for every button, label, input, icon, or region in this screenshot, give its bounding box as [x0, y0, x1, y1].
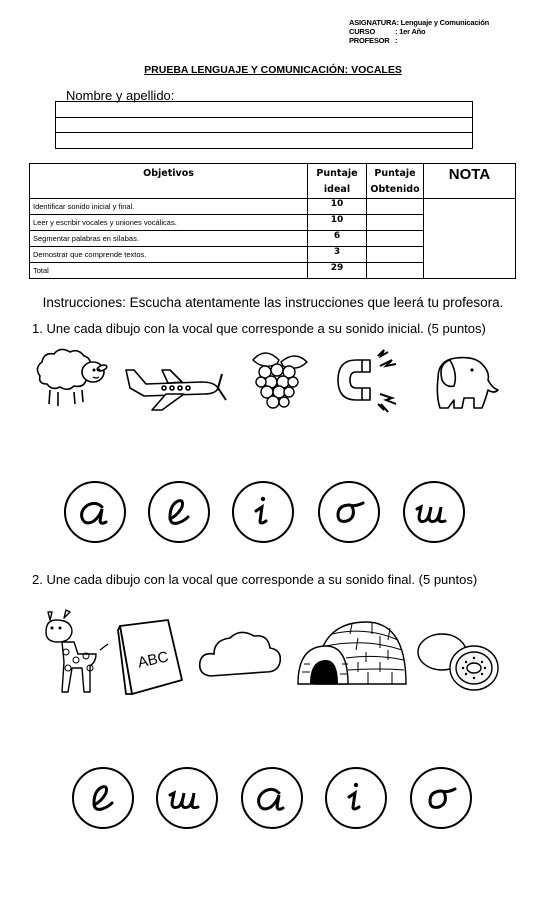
vowel-circle-a[interactable]	[241, 767, 303, 829]
cursive-i-letter	[234, 483, 292, 541]
subject-header	[349, 18, 489, 45]
cursive-o-letter	[412, 769, 470, 827]
cloud-icon[interactable]	[196, 624, 286, 684]
book-cover-text: ABC	[136, 648, 171, 672]
cursive-a-letter	[66, 483, 124, 541]
cursive-i-letter	[327, 769, 385, 827]
ideal-score-cell: 10	[308, 215, 367, 231]
cursive-e-letter	[150, 483, 208, 541]
grade-header: NOTA	[424, 164, 516, 199]
vowel-circle-a[interactable]	[64, 481, 126, 543]
cursive-u-letter	[158, 769, 216, 827]
cursive-a-letter	[243, 769, 301, 827]
objective-cell: Segmentar palabras en sílabas.	[30, 231, 308, 247]
igloo-icon[interactable]	[296, 612, 408, 692]
objectives-header: Objetivos	[30, 164, 308, 199]
name-field[interactable]	[55, 101, 473, 149]
obtained-score-header: Puntaje Obtenido	[367, 164, 424, 199]
table-header-row	[30, 164, 516, 199]
objective-cell: Identificar sonido inicial y final.	[30, 199, 308, 215]
name-label: Nombre y apellido:	[66, 88, 175, 103]
airplane-icon[interactable]	[122, 352, 228, 412]
teacher-line: PROFESOR :	[349, 36, 398, 45]
question-1-text: 1. Une cada dibujo con la vocal que corresponde a su sonido inicial. (5 puntos)	[32, 321, 486, 336]
objective-cell: Total	[30, 263, 308, 279]
course-line: CURSO : 1er Año	[349, 27, 426, 36]
ideal-score-cell: 3	[308, 247, 367, 263]
obtained-score-cell[interactable]	[367, 263, 424, 279]
instructions-text: Instrucciones: Escucha atentamente las instrucciones que leerá tu profesora.	[42, 295, 504, 310]
objectives-table	[29, 163, 516, 279]
objective-cell: Leer y escribir vocales y uniones vocálicas.	[30, 215, 308, 231]
book-icon[interactable]	[116, 618, 186, 696]
page-title: PRUEBA LENGUAJE Y COMUNICACIÓN: VOCALES	[144, 64, 402, 76]
vowel-circle-e[interactable]	[148, 481, 210, 543]
sheep-icon[interactable]	[30, 346, 110, 408]
obtained-score-cell[interactable]	[367, 231, 424, 247]
obtained-score-cell[interactable]	[367, 199, 424, 215]
ideal-score-header: Puntaje ideal	[308, 164, 367, 199]
grade-cell[interactable]	[424, 199, 516, 279]
name-line	[56, 117, 472, 118]
name-line	[56, 132, 472, 133]
question-2-text: 2. Une cada dibujo con la vocal que corresponde a su sonido final. (5 puntos)	[32, 572, 478, 587]
vowel-circle-e[interactable]	[72, 767, 134, 829]
vowel-circle-o[interactable]	[318, 481, 380, 543]
ideal-score-cell: 10	[308, 199, 367, 215]
vowel-circle-i[interactable]	[325, 767, 387, 829]
cursive-u-letter	[405, 483, 463, 541]
ideal-score-cell: 29	[308, 263, 367, 279]
vowel-circle-u[interactable]	[403, 481, 465, 543]
cursive-o-letter	[320, 483, 378, 541]
ideal-score-cell: 6	[308, 231, 367, 247]
vowel-circle-u[interactable]	[156, 767, 218, 829]
vowel-circle-o[interactable]	[410, 767, 472, 829]
elephant-icon[interactable]	[428, 348, 502, 412]
obtained-score-cell[interactable]	[367, 215, 424, 231]
grapes-icon[interactable]	[247, 348, 313, 410]
table-row	[30, 199, 516, 215]
cursive-e-letter	[74, 769, 132, 827]
subject-line: ASIGNATURA: Lenguaje y Comunicación	[349, 18, 489, 27]
vowel-circle-i[interactable]	[232, 481, 294, 543]
giraffe-icon[interactable]	[42, 606, 110, 696]
kiwi-icon[interactable]	[416, 628, 502, 692]
objective-cell: Demostrar que comprende textos.	[30, 247, 308, 263]
magnet-icon[interactable]	[334, 344, 410, 414]
obtained-score-cell[interactable]	[367, 247, 424, 263]
